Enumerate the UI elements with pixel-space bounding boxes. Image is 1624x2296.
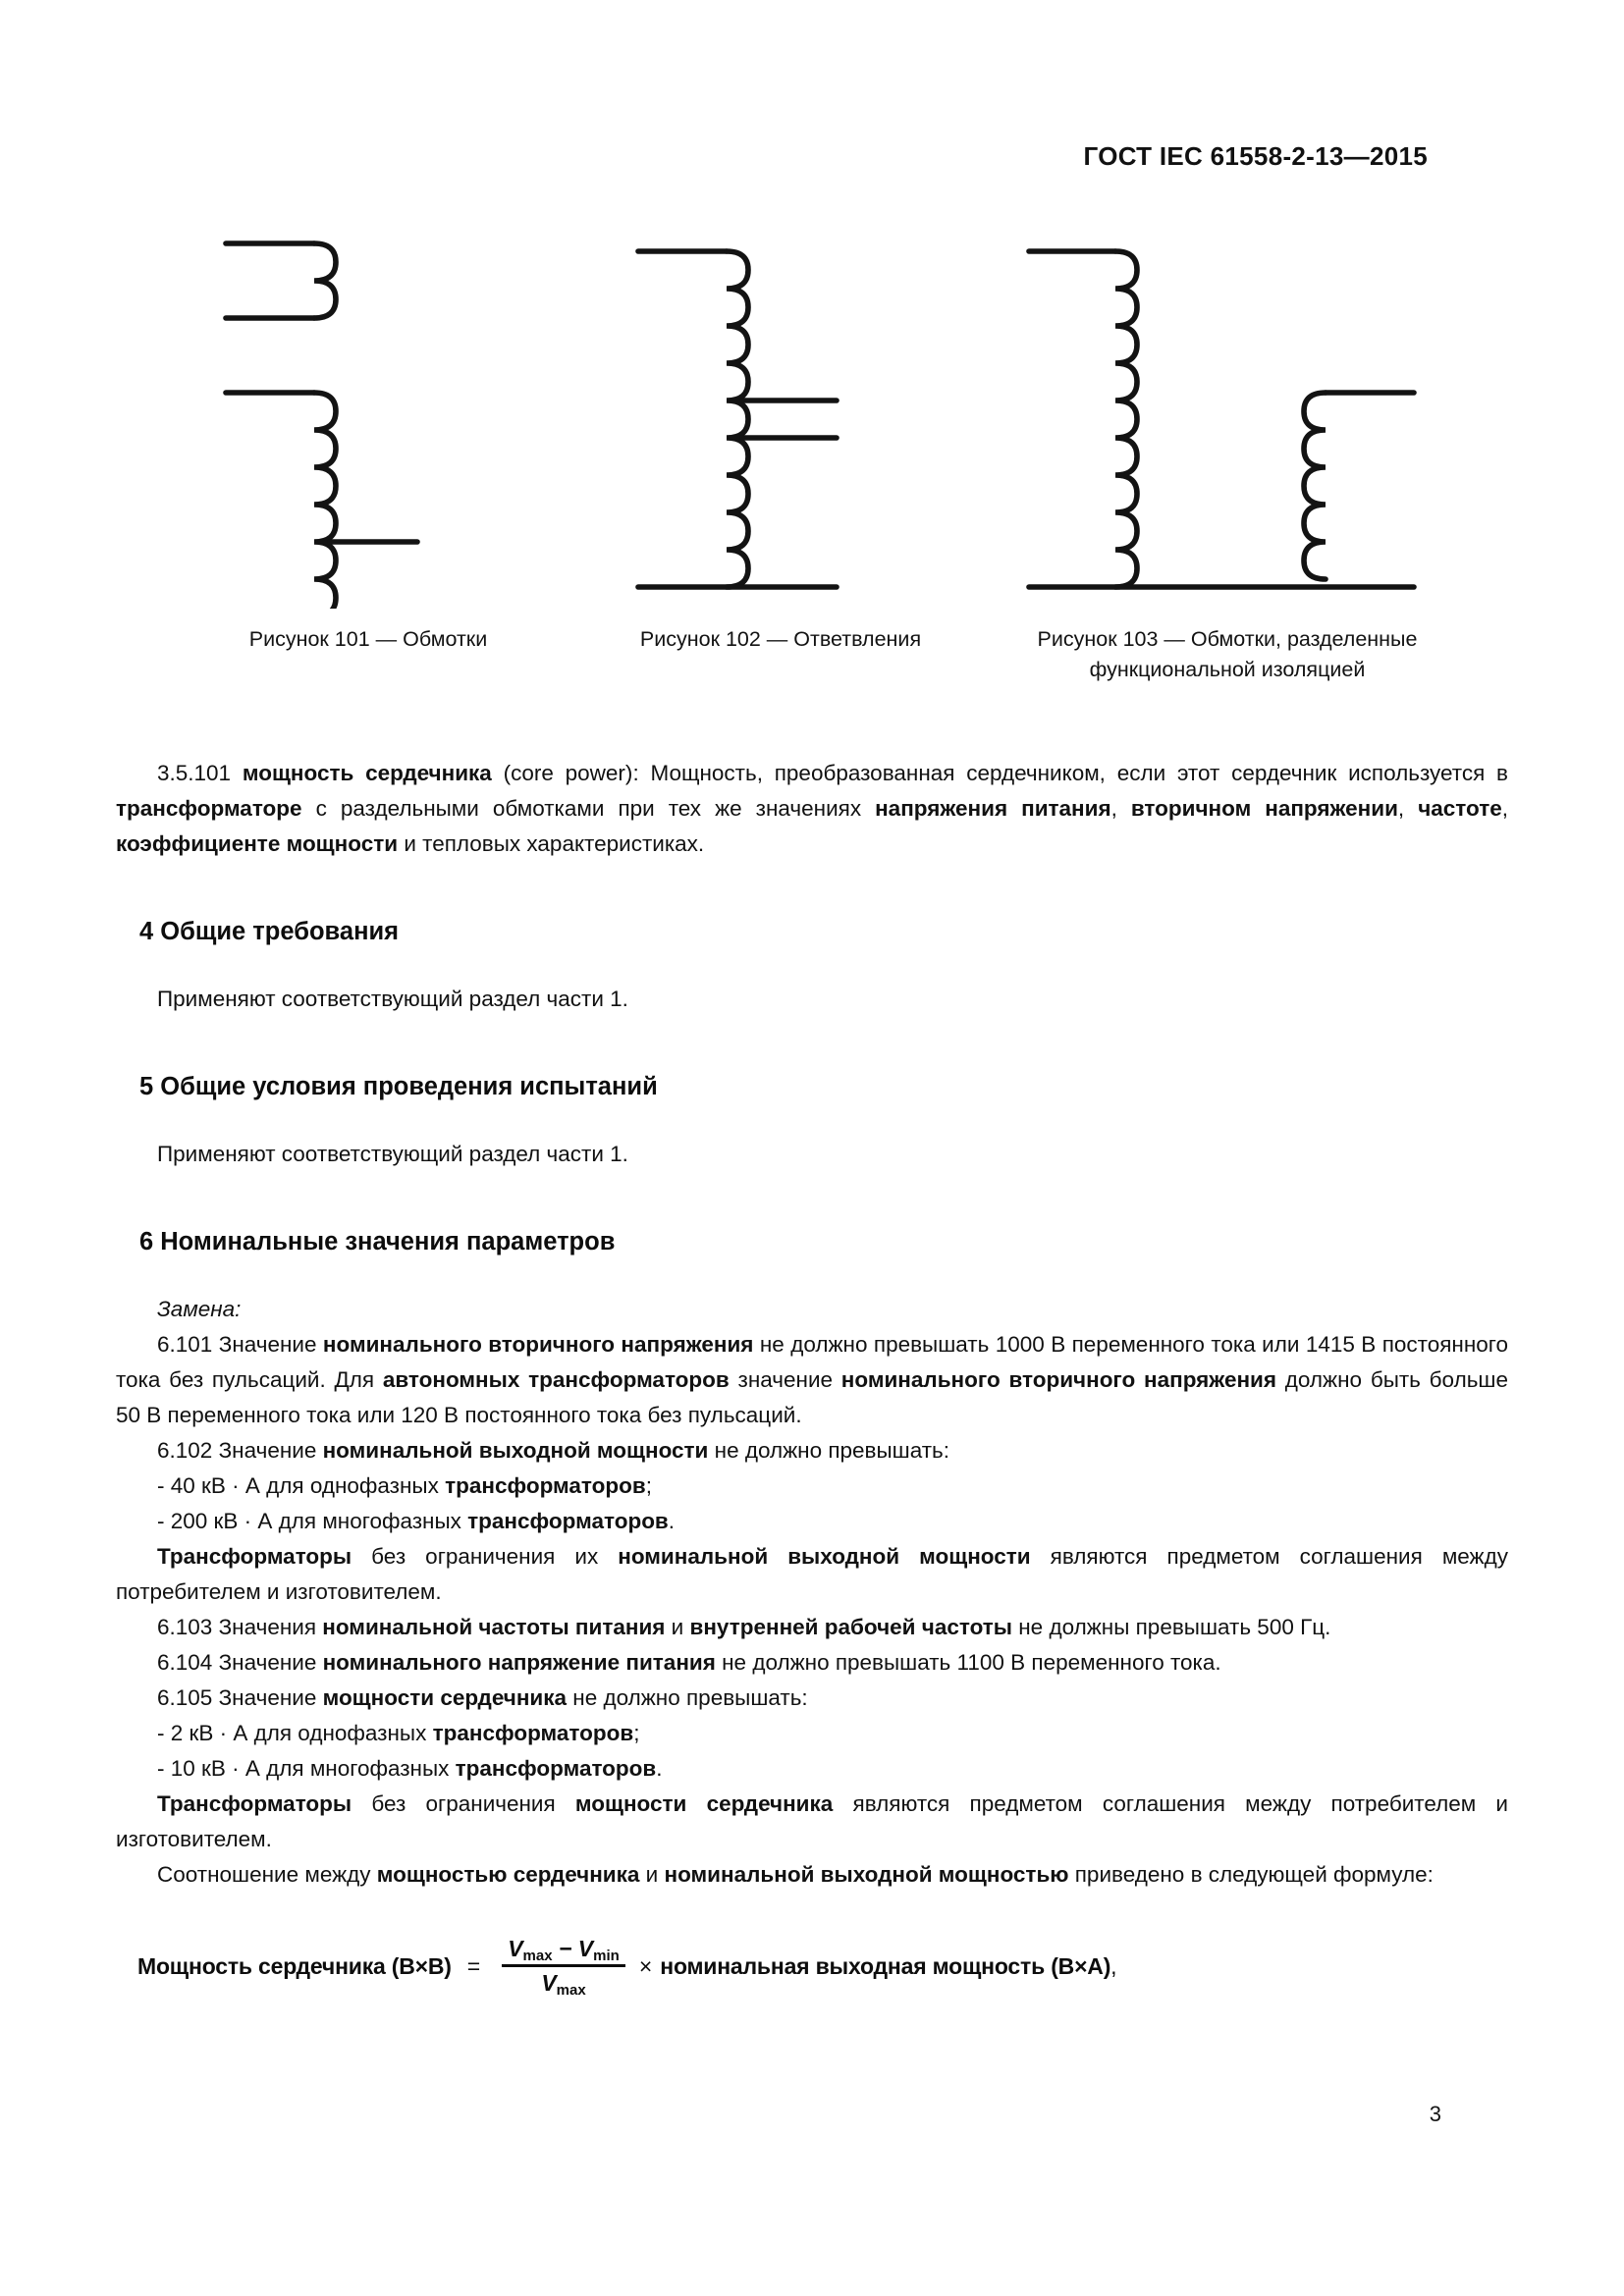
section-4-paragraph: Применяют соответствующий раздел части 1. [157,987,628,1011]
term-bold-2: напряжения питания [875,796,1111,821]
clause-6-105-bullet-2: - 10 кВ · А для многофазных трансформаторов. [157,1756,663,1781]
term-text-5: , [1501,796,1508,821]
formula-lhs: Мощность сердечника (В×В) [137,1953,452,1980]
clause-6-103: 6.103 Значения номинальной частоты питания и внутренней рабочей частоты не должны превышать 500 Гц. [157,1615,1331,1639]
term-3-5-101 [116,756,1508,862]
term-english: (core power) [503,761,633,785]
clause-number: 6.101 [157,1332,213,1357]
figure-101-caption: Рисунок 101 — Обмотки [248,627,488,651]
formula-numerator: $V_{max} - V_{min}$ [508,1936,620,1964]
formula-denominator: $V_{max}$ [541,1969,586,1999]
clause-number: 6.105 [157,1685,213,1710]
term-number: 3.5.101 [157,761,232,785]
term-bold-5: коэффициенте мощности [116,831,399,856]
zamena-label [116,1292,1508,1327]
heading-section-5: 5 Общие условия проведения испытаний [139,1073,658,1100]
term-text-6: и тепловых характеристиках. [398,831,705,856]
clause-6-102: 6.102 Значение номинальной выходной мощности не должно превышать: [157,1438,950,1463]
page-number: 3 [1429,2102,1441,2126]
clause-number: 6.104 [157,1650,213,1675]
figure-101-graphic [216,196,589,609]
page-header [0,141,1624,172]
standard-identifier: ГОСТ IEC 61558-2-13—2015 [1083,141,1428,171]
clause-6-101: 6.101 Значение номинального вторичного напряжения не должно превышать 1000 В переменного тока или 1415 В постоянного тока без пульсаций. Для автономных трансформаторов значение номинального вторичного напряжения должно быть больше 50 В переменного тока или 120 В постоянного тока без пульсаций. [116,1332,1509,1427]
figure-102-caption: Рисунок 102 — Ответвления [639,627,922,651]
core-power-formula [116,1936,1508,1999]
clause-6-105-bullet-1: - 2 кВ · А для однофазных трансформаторов; [157,1721,640,1745]
clause-number: 6.102 [157,1438,213,1463]
clause-6-104: 6.104 Значение номинального напряжение питания не должно превышать 1100 В переменного тока. [157,1650,1221,1675]
formula-rhs: номинальная выходная мощность (В×А) [660,1953,1111,1980]
formula-fraction [502,1936,625,1999]
clause-number: 6.103 [157,1615,213,1639]
document-body [116,756,1508,1999]
term-name: мощность сердечника [242,761,492,785]
term-text-4: , [1397,796,1419,821]
formula-trailing-comma: , [1110,1953,1117,1980]
term-bold-1: трансформаторе [116,796,302,821]
figures-row [157,196,1473,609]
term-text-1: : Мощность, преобразованная сердечником, если этот сердечник используется в [632,761,1508,785]
figure-captions [157,624,1473,772]
clause-6-102-bullet-2: - 200 кВ · А для многофазных трансформаторов. [157,1509,676,1533]
figure-102-graphic [628,196,1001,609]
clause-6-105: 6.105 Значение мощности сердечника не должно превышать: [157,1685,808,1710]
zamena-text: Замена: [157,1297,242,1321]
figure-103-caption: Рисунок 103 — Обмотки, разделенные функциональной изоляцией [1037,627,1418,681]
figure-103-graphic [1021,196,1434,609]
formula-times: × [638,1953,653,1980]
clause-6-102-note: Трансформаторы без ограничения их номинальной выходной мощности являются предметом соглашения между потребителем и изготовителем. [116,1544,1508,1604]
term-text-2: с раздельными обмотками при тех же значениях [301,796,876,821]
formula-intro: Соотношение между мощностью сердечника и номинальной выходной мощностью приведено в следующей формуле: [157,1862,1434,1887]
formula-equals: = [466,1953,481,1980]
term-text-3: , [1110,796,1131,821]
clause-6-105-note: Трансформаторы без ограничения мощности сердечника являются предметом соглашения между потребителем и изготовителем. [116,1791,1508,1851]
heading-section-6: 6 Номинальные значения параметров [139,1228,616,1255]
term-bold-4: частоте [1418,796,1502,821]
term-bold-3: вторичном напряжении [1130,796,1398,821]
clause-6-102-bullet-1: - 40 кВ · А для однофазных трансформаторов; [157,1473,652,1498]
section-5-paragraph: Применяют соответствующий раздел части 1. [157,1142,628,1166]
heading-section-4: 4 Общие требования [139,918,400,945]
